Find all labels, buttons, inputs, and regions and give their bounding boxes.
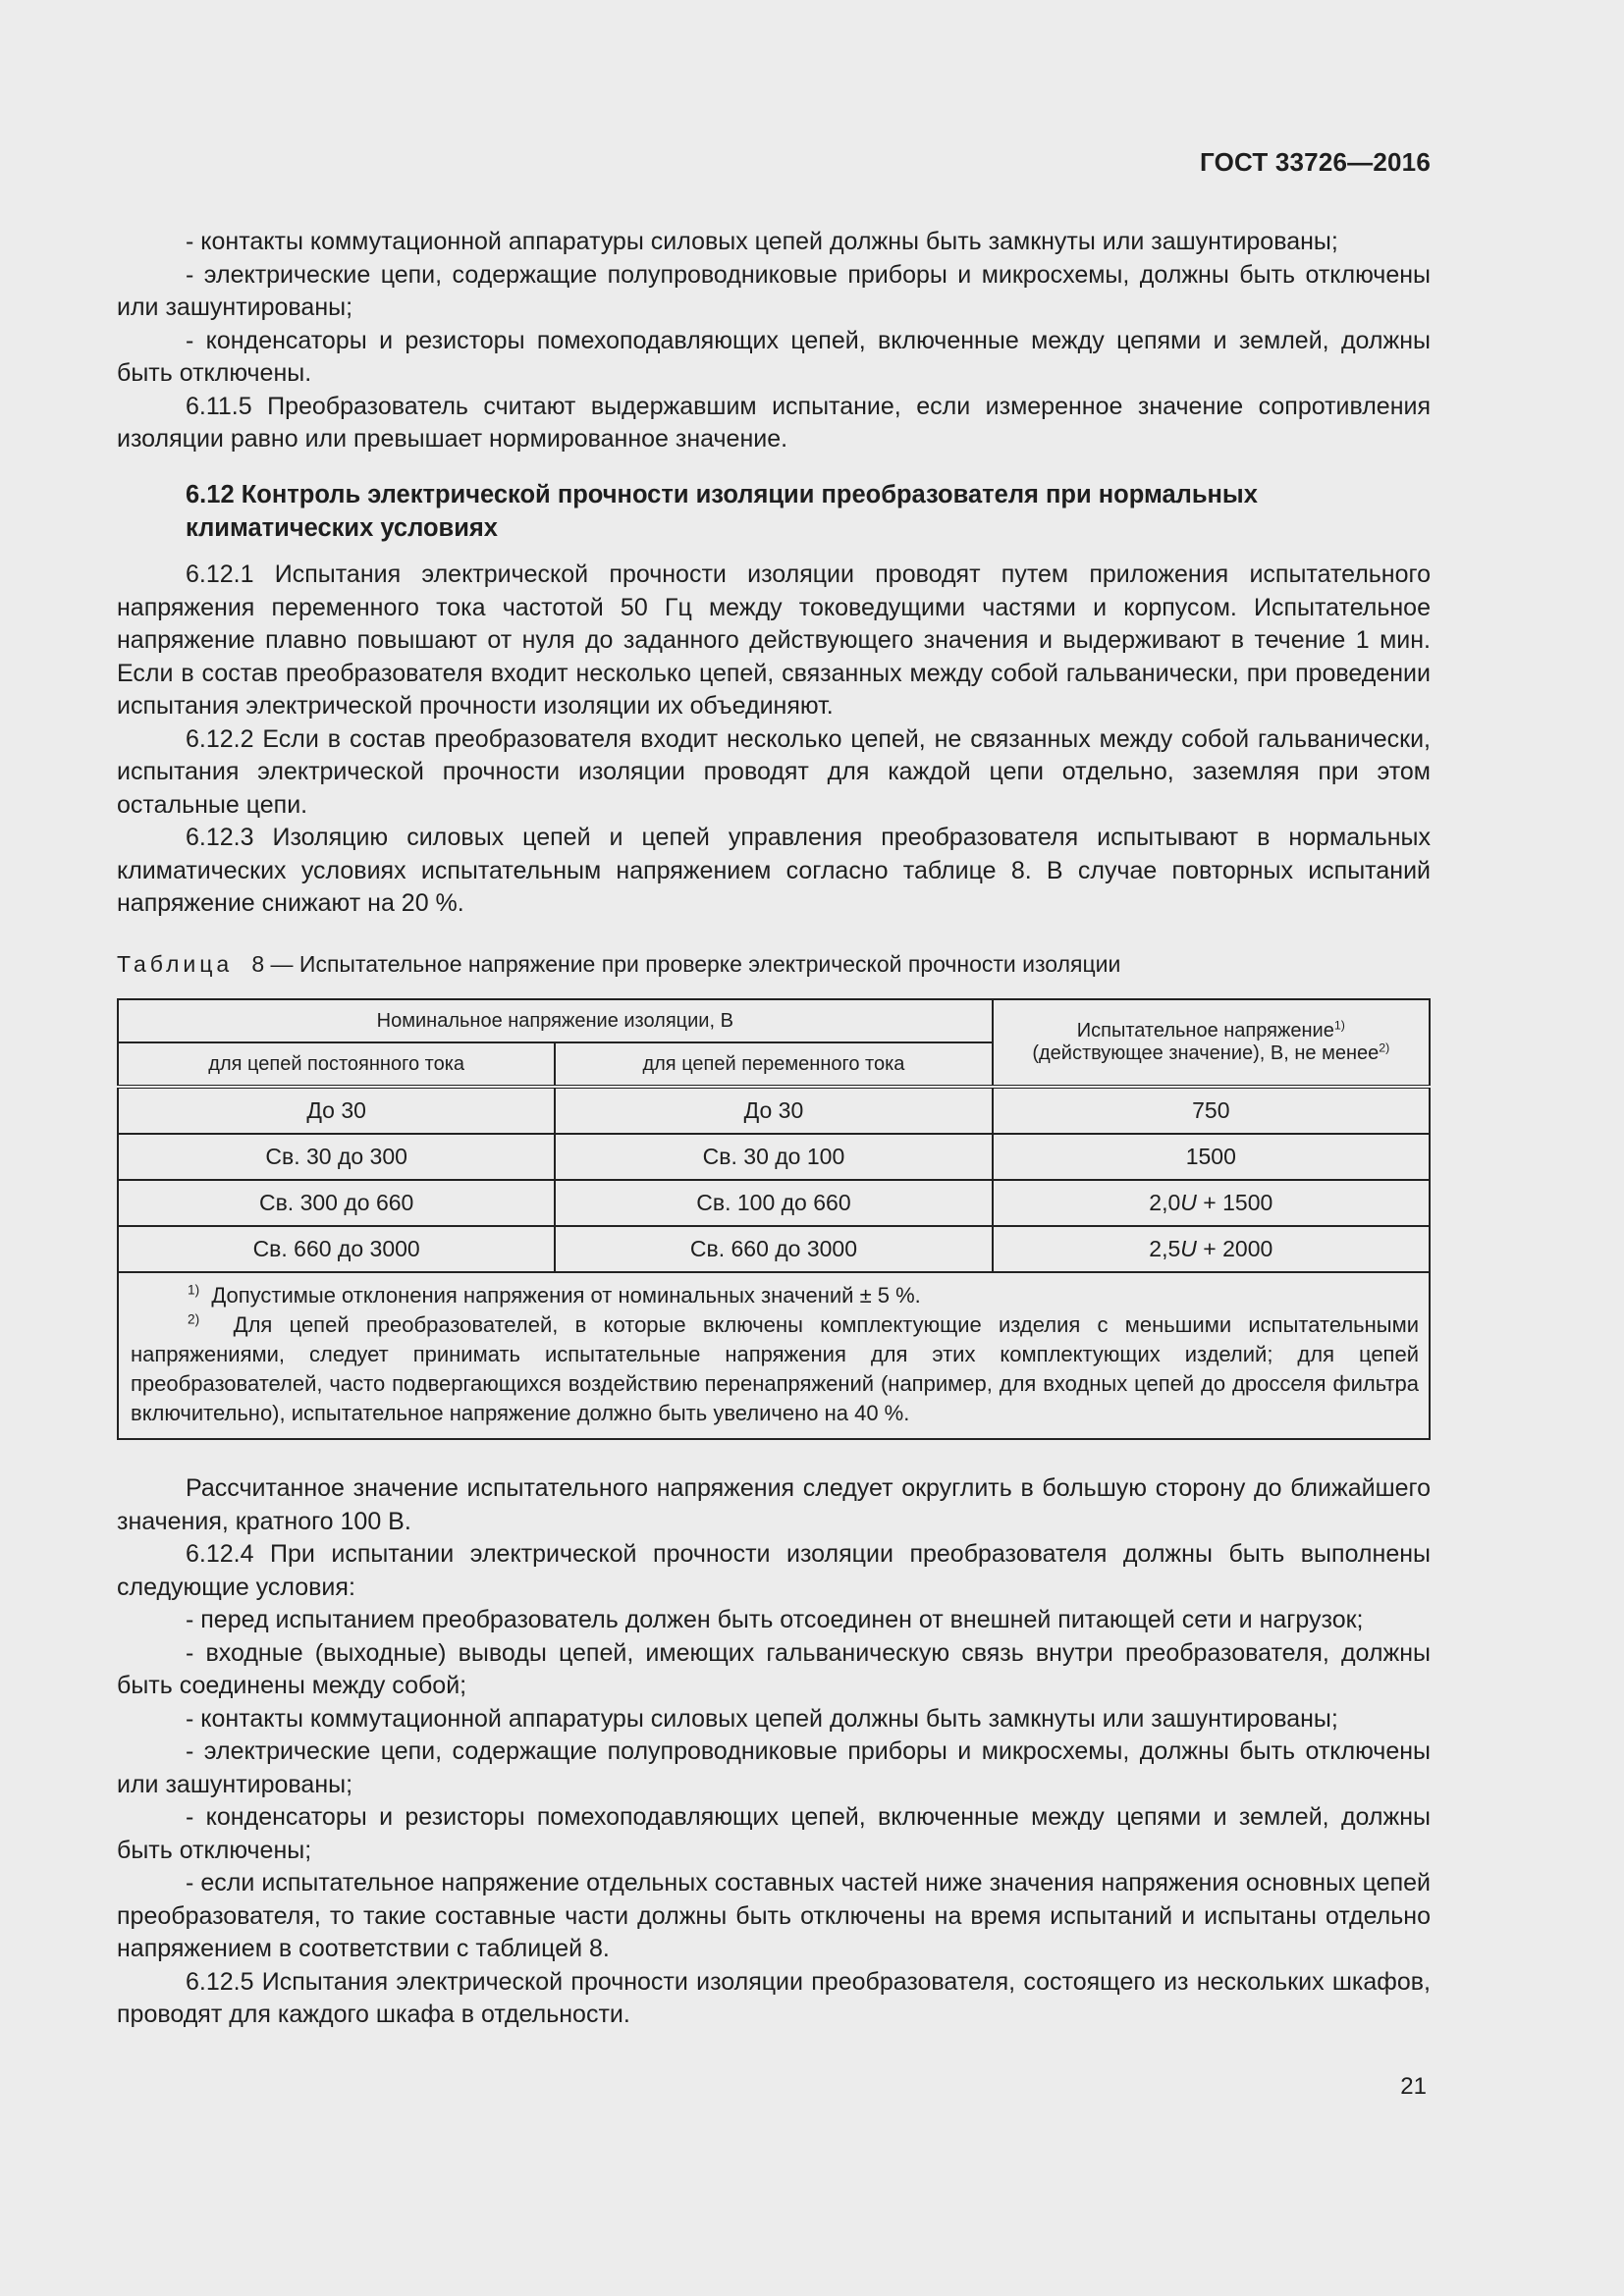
document-header: ГОСТ 33726—2016 (1200, 147, 1431, 177)
section-text-block (117, 559, 1431, 921)
paragraph: - входные (выходные) выводы цепей, имеющих гальваническую связь внутри преобразователя, должны быть соединены между собой; (117, 1638, 1431, 1699)
header-test-voltage: Испытательное напряжение$^{1)}$ (действующее значение), В, не менее$^{2)}$ (993, 999, 1430, 1087)
bottom-text-block (117, 1472, 1431, 2032)
paragraph: 6.12.1 Испытания электрической прочности изоляции проводят путем приложения испытательного напряжения переменного тока частотой 50 Гц между токоведущими частями и корпусом. Испытательное напряжение плавно повышают от нуля до заданного действующего значения и выдерживают в течение 1 мин. Если в состав преобразователя входит несколько цепей, связанных между собой гальванически, при проведении испытания электрической прочности изоляции их объединяют. (117, 561, 1431, 720)
paragraph: 6.12.3 Изоляцию силовых цепей и цепей управления преобразователя испытывают в нормальных климатических условиях испытательным напряжением согласно таблице 8. В случае повторных испытаний напряжение снижают на 20 %. (117, 824, 1431, 917)
paragraph: - электрические цепи, содержащие полупроводниковые приборы и микросхемы, должны быть отключены или зашунтированы; (117, 1737, 1431, 1798)
table-row: Св. 300 до 660 Св. 100 до 660 2,0U + 1500 (118, 1180, 1430, 1226)
paragraph: - перед испытанием преобразователь должен быть отсоединен от внешней питающей сети и нагрузок; (186, 1606, 1364, 1633)
page-number: 21 (1400, 2073, 1427, 2100)
footnote: $^{1)}$ Допустимые отклонения напряжения от номинальных значений ± 5 %. (188, 1282, 921, 1308)
paragraph: - электрические цепи, содержащие полупроводниковые приборы и микросхемы, должны быть отключены или зашунтированы; (117, 260, 1431, 321)
paragraph: 6.12.4 При испытании электрической прочности изоляции преобразователя должны быть выполнены следующие условия: (117, 1540, 1431, 1601)
header-dc: для цепей постоянного тока (118, 1042, 555, 1087)
footnote: $^{2)}$ Для цепей преобразователей, в которые включены комплектующие изделия с меньшими испытательными напряжениями, следует принимать испытательные напряжения для этих комплектующих изделий; для цепей преобразователей, часто подвергающихся воздействию перенапряжений (например, для входных цепей до дросселя фильтра включительно), испытательное напряжение должно быть увеличено на 40 %. (131, 1311, 1419, 1425)
header-ac: для цепей переменного тока (555, 1042, 992, 1087)
section-heading: 6.12 Контроль электрической прочности изоляции преобразователя при нормальных климатических условиях (186, 481, 1258, 542)
table-caption-label: Таблица (117, 951, 234, 977)
paragraph: 6.12.2 Если в состав преобразователя входит несколько цепей, не связанных между собой гальванически, испытания электрической прочности изоляции проводят для каждой цепи отдельно, заземляя при этом остальные цепи. (117, 724, 1431, 819)
table-row: Св. 660 до 3000 Св. 660 до 3000 2,5U + 2000 (118, 1226, 1430, 1272)
table-footnotes (118, 1272, 1430, 1439)
header-nominal-voltage: Номинальное напряжение изоляции, В (118, 999, 993, 1042)
paragraph: 6.11.5 Преобразователь считают выдержавшим испытание, если измеренное значение сопротивления изоляции равно или превышает нормированное значение. (117, 392, 1431, 453)
top-text-block (117, 226, 1431, 456)
paragraph: 6.12.5 Испытания электрической прочности изоляции преобразователя, состоящего из нескольких шкафов, проводят для каждого шкафа в отдельности. (117, 1967, 1431, 2028)
paragraph: Рассчитанное значение испытательного напряжения следует округлить в большую сторону до ближайшего значения, кратного 100 В. (117, 1474, 1431, 1535)
table-caption (117, 949, 1120, 979)
table-row: До 30 До 30 750 (118, 1087, 1430, 1134)
table-row: Св. 30 до 300 Св. 30 до 100 1500 (118, 1134, 1430, 1180)
paragraph: - контакты коммутационной аппаратуры силовых цепей должны быть замкнуты или зашунтированы; (186, 1704, 1338, 1733)
paragraph: - конденсаторы и резисторы помехоподавляющих цепей, включенные между цепями и землей, должны быть отключены. (117, 326, 1431, 387)
paragraph: - если испытательное напряжение отдельных составных частей ниже значения напряжения основных цепей преобразователя, то такие составные части должны быть отключены на время испытаний и испытаны отдельно напряжением в соответствии с таблицей 8. (117, 1869, 1431, 1962)
paragraph: - конденсаторы и резисторы помехоподавляющих цепей, включенные между цепями и землей, должны быть отключены; (117, 1803, 1431, 1864)
table-caption-text: 8 — Испытательное напряжение при проверке электрической прочности изоляции (251, 951, 1121, 977)
test-voltage-table (117, 998, 1431, 1440)
paragraph: - контакты коммутационной аппаратуры силовых цепей должны быть замкнуты или зашунтированы; (186, 228, 1338, 255)
